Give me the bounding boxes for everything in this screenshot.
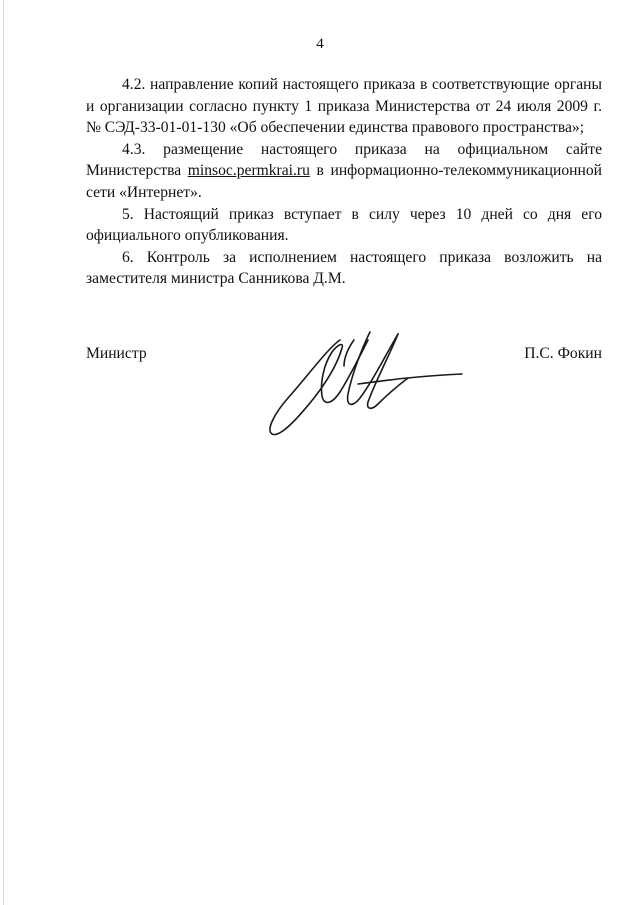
website-link[interactable]: minsoc.permkrai.ru — [187, 162, 310, 180]
paragraph-5: 5. Настоящий приказ вступает в силу через 10 дней со дня его официального опубликования. — [86, 205, 602, 245]
signature-stroke-main — [270, 340, 368, 435]
page-number: 4 — [316, 36, 324, 52]
paragraph-6: 6. Контроль за исполнением настоящего приказа возложить на заместителя министра Санникова Д.М. — [86, 248, 602, 288]
paragraph-4-3-before: 4.3. размещение настоящего приказа на официальном сайте Министерства — [86, 140, 602, 180]
document-body — [86, 74, 602, 290]
scan-edge-line — [3, 0, 4, 905]
paragraph-4-3-after: в информационно-телекоммуникационной сети «Интернет». — [86, 162, 602, 201]
signatory-name: П.С. Фокин — [524, 345, 602, 362]
signatory-title: Министр — [86, 345, 147, 362]
signature-stroke-hook — [344, 340, 354, 366]
handwritten-signature-icon — [258, 318, 468, 440]
signature-stroke-second — [348, 332, 398, 404]
signature-stroke-loop — [368, 334, 408, 408]
paragraph-4-2: 4.2. направление копий настоящего приказа в соответствующие органы и организации согласно пункту 1 приказа Министерства от 24 июля 2009 г. № СЭД-33-01-01-130 «Об обеспечении единства правового пространства»; — [86, 76, 602, 137]
paragraph-4-3 — [86, 139, 602, 204]
